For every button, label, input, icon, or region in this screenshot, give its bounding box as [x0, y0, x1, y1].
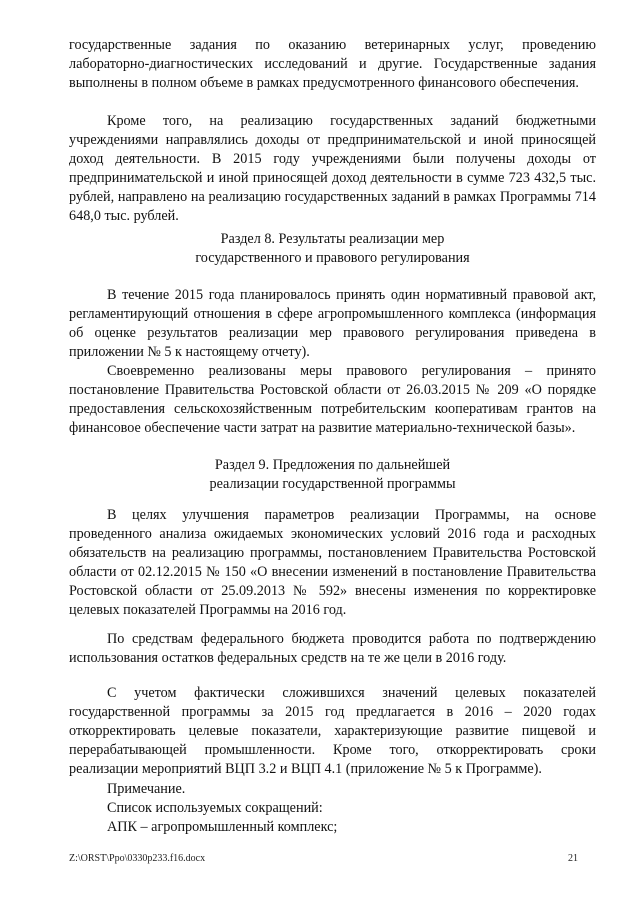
note-title: Примечание. [107, 781, 186, 797]
footer-file-path: Z:\ORST\Ppo\0330p233.f16.docx [69, 853, 206, 864]
section-9-paragraph-1: В целях улучшения параметров реализации Программы, на основе проведенного анализа ожидаемых экономических условий 2016 года и расходных обязательств на реализацию программы, постановлением Правительства Ростовской области от 02.12.2015 № 150 «О внесении изменений в постановление Правительства Ростовской области от 25.09.2013 № 592» внесены изменения по корректировке целевых показателей Программы на 2016 год. [69, 507, 596, 618]
intro-line-1: государственные задания по оказанию ветеринарных услуг, проведению [69, 37, 596, 53]
section-8-paragraph-1: В течение 2015 года планировалось принять один нормативный правовой акт, регламентирующий отношения в сфере агропромышленного комплекса (информация об оценке результатов реализации мер правового регулирования приведена в приложении № 5 к настоящему отчету). [69, 287, 596, 360]
section-9-paragraph-2: По средствам федерального бюджета проводится работа по подтверждению использования остатков федеральных средств на те же цели в 2016 году. [69, 631, 596, 666]
section-9-heading [69, 456, 596, 494]
section-9-paragraph-3: С учетом фактически сложившихся значений целевых показателей государственной программы за 2015 год предлагается в 2016 – 2020 годах откорректировать целевые показатели, характеризующие развитие пищевой и перерабатывающей промышленности. Кроме того, откорректировать сроки реализации мероприятий ВЦП 3.2 и ВЦП 4.1 (приложение № 5 к Программе). [69, 685, 596, 777]
note-item-1: АПК – агропромышленный комплекс; [107, 819, 338, 835]
note-subtitle: Список используемых сокращений: [107, 800, 323, 816]
section-8-title-line-1: Раздел 8. Результаты реализации мер [220, 231, 445, 247]
intro-paragraph [69, 36, 596, 93]
intro-rest: лабораторно-диагностических исследований и другие. Государственные задания выполнены в полном объеме в рамках предусмотренного финансового обеспечения. [69, 56, 596, 91]
section-8-heading [69, 230, 596, 268]
section-9-title-line-2: реализации государственной программы [209, 476, 456, 492]
section-9-title-line-1: Раздел 9. Предложения по дальнейшей [214, 457, 451, 473]
footer-page-number: 21 [568, 853, 578, 864]
section-8-paragraph-2: Своевременно реализованы меры правового регулирования – принято постановление Правительства Ростовской области от 26.03.2015 № 209 «О порядке предоставления сельскохозяйственным потребительским кооперативам грантов на финансовое обеспечение части затрат на развитие материально-технической базы». [69, 363, 596, 436]
funding-paragraph: Кроме того, на реализацию государственных заданий бюджетными учреждениями направлялись доходы от предпринимательской и иной приносящей доход деятельности. В 2015 году учреждениями были получены доходы от предпринимательской и иной приносящей доход деятельности в сумме 723 432,5 тыс. рублей, направлено на реализацию государственных заданий в рамках Программы 714 648,0 тыс. рублей. [69, 113, 596, 224]
section-8-title-line-2: государственного и правового регулирования [195, 250, 470, 266]
note-block [107, 780, 587, 837]
